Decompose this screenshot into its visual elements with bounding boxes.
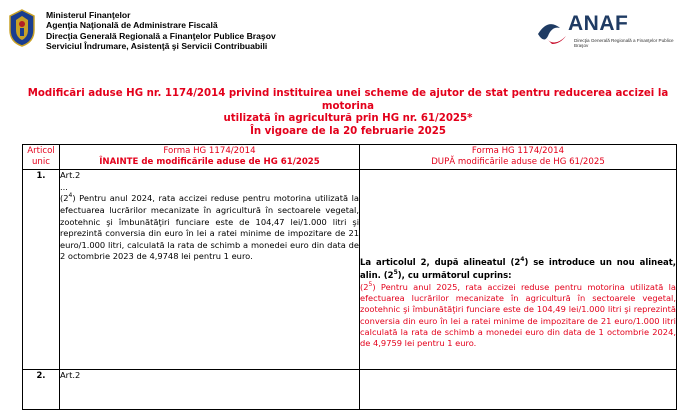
intro-part: ) se introduce un nou alineat, alin. (2: [360, 258, 676, 281]
column-header-article: Articol unic: [23, 145, 60, 170]
intro-part: La articolul 2, după alineatul (2: [360, 258, 521, 269]
paragraph-sup: 4: [68, 192, 73, 200]
row-number: 2.: [23, 370, 60, 410]
paragraph-prefix: (2: [60, 193, 69, 204]
title-line: utilizată în agricultură prin HG nr. 61/2025*: [223, 113, 473, 125]
before-cell: [60, 370, 360, 410]
ministry-line: Ministerul Finanţelor: [46, 10, 131, 20]
comparison-table: [22, 144, 677, 410]
article-label: Art.2: [60, 370, 81, 381]
header-form-label: Forma HG 1174/2014: [471, 146, 565, 156]
after-cell: [360, 170, 677, 370]
row-number: 1.: [23, 170, 60, 370]
before-cell: [60, 170, 360, 370]
intro-sup: 4: [520, 256, 525, 264]
column-header-after: [360, 145, 677, 170]
title-line: Modificări aduse HG nr. 1174/2014 privind instituirea unei scheme de ajutor de stat pentru reducerea accizei la motorina: [27, 88, 669, 112]
coat-of-arms-icon: [6, 8, 38, 48]
header-after-label: DUPĂ modificările aduse de HG 61/2025: [431, 156, 605, 167]
after-paragraph: [360, 282, 676, 349]
ministry-line: Serviciul Îndrumare, Asistenţă şi Servicii Contribuabili: [46, 41, 268, 52]
after-cell: [360, 370, 677, 410]
paragraph-sup: 5: [368, 281, 373, 289]
amendment-intro: [360, 257, 676, 282]
anaf-subtitle: Direcţia Generală Regională a Finanţelor Publice Braşov: [574, 38, 674, 49]
header-form-label: Forma HG 1174/2014: [163, 146, 256, 156]
document-header: [0, 0, 696, 70]
paragraph-text: ) Pentru anul 2024, rata accizei reduse pentru motorina utilizată la efectuarea lucrărilor mecanizate în agricultură în sectoarele vegetal, zootehnic şi îmbunătăţiri funciare este de 104,47 lei/1.000 litri şi reprezintă conversia din euro în lei a ratei minime de impozitare de 21 euro/1.000 litri, calculată la rata de schimb a monedei euro din data de 2 octombrie 2023 de 4,9748 lei pentru 1 euro.: [60, 193, 359, 262]
paragraph-text: ) Pentru anul 2025, rata accizei reduse pentru motorina utilizată la efectuarea lucrărilor mecanizate în agricultură în sectoarele vegetal, zootehnic şi îmbunătăţiri funciare este de 104,49 lei/1.000 litri şi reprezintă conversia din euro în lei a ratei minime de impozitare de 21 euro/1.000 litri calculată la rata de schimb a monedei euro din data de 1 octombrie 2024, de 4,9759 lei pentru 1 euro.: [360, 282, 676, 349]
ministry-line: Agenţia Naţională de Administrare Fiscală: [46, 20, 218, 31]
title-line: În vigoare de la 20 februarie 2025: [250, 125, 446, 137]
intro-sup: 5: [393, 268, 398, 276]
table-row: [23, 170, 677, 370]
table-row: [23, 370, 677, 410]
before-paragraph: [60, 193, 359, 263]
ministry-line: Direcţia Generală Regională a Finanţelor Publice Braşov: [46, 30, 276, 41]
paragraph-prefix: (2: [360, 282, 369, 292]
article-label: Art.2: [60, 170, 81, 181]
ministry-block: [46, 10, 276, 52]
intro-part: ), cu următorul cuprins:: [397, 270, 512, 281]
anaf-logo-text: ANAF: [568, 12, 629, 35]
document-title: [10, 88, 686, 138]
ellipsis: ...: [60, 181, 68, 192]
column-header-before: [60, 145, 360, 170]
header-before-label: ÎNAINTE de modificările aduse de HG 61/2025: [99, 156, 320, 167]
table-header-row: [23, 145, 677, 170]
